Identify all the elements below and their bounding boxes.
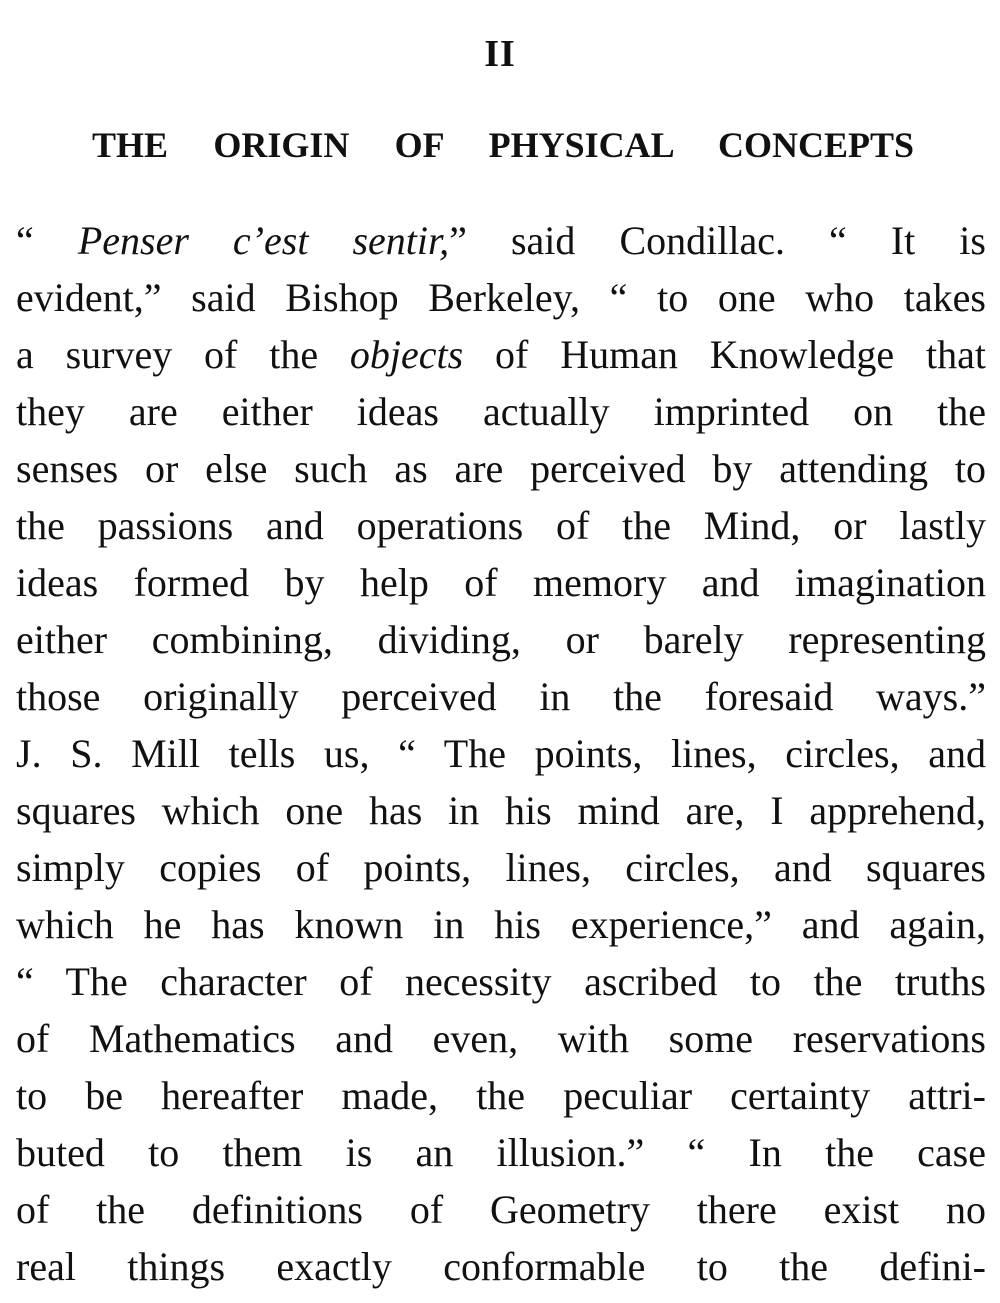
text-line: ideas formed by help of memory and imagination: [16, 560, 986, 605]
text-line: to be hereafter made, the peculiar certainty attri-: [16, 1073, 986, 1118]
text-line: senses or else such as are perceived by attending to: [16, 446, 986, 491]
text-line: squares which one has in his mind are, I apprehend,: [16, 788, 986, 833]
chapter-title: THE ORIGIN OF PHYSICAL CONCEPTS: [92, 125, 914, 165]
text-line: of Mathematics and even, with some reservations: [16, 1016, 986, 1061]
text-line: “ Penser c’est sentir,” said Condillac. “ It is: [16, 218, 986, 263]
text-line: “ The character of necessity ascribed to the truths: [16, 959, 986, 1004]
text-line: either combining, dividing, or barely representing: [16, 617, 986, 662]
italic-word: objects: [349, 332, 464, 377]
text-line: a survey of the objects of Human Knowledge that: [16, 332, 986, 377]
text-line: which he has known in his experience,” and again,: [16, 902, 986, 947]
text-line: they are either ideas actually imprinted on the: [16, 389, 986, 434]
italic-phrase: Penser c’est sentir,: [77, 218, 450, 263]
body-paragraph: [16, 212, 986, 1295]
text-line: real things exactly conformable to the defini-: [16, 1244, 986, 1289]
text-line: of the definitions of Geometry there exist no: [16, 1187, 986, 1232]
text-line: evident,” said Bishop Berkeley, “ to one who takes: [16, 275, 986, 320]
text-line: the passions and operations of the Mind, or lastly: [16, 503, 986, 548]
text-line: buted to them is an illusion.” “ In the case: [16, 1130, 986, 1175]
text-line: J. S. Mill tells us, “ The points, lines, circles, and: [16, 731, 986, 776]
text-line: those originally perceived in the foresaid ways.”: [16, 674, 986, 719]
chapter-number: II: [484, 33, 516, 75]
text-line: simply copies of points, lines, circles, and squares: [16, 845, 986, 890]
